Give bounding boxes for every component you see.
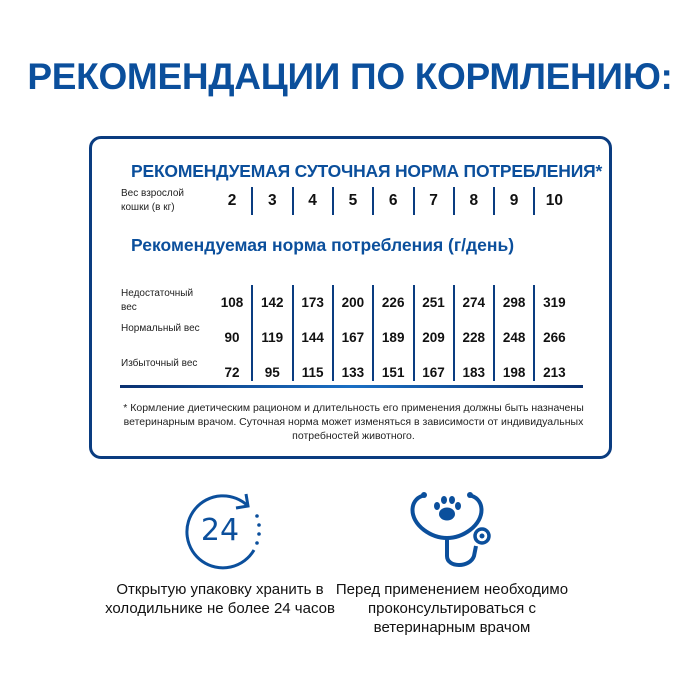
column-divider — [533, 187, 535, 215]
value-cell: 90 — [224, 329, 240, 345]
column-divider — [332, 187, 334, 215]
weight-cell: 7 — [429, 192, 438, 209]
column-divider — [533, 285, 535, 381]
column-divider — [493, 285, 495, 381]
value-cell: 251 — [422, 294, 445, 310]
value-cell: 319 — [543, 294, 566, 310]
value-cell: 200 — [341, 294, 365, 310]
weight-cell: 5 — [348, 192, 358, 209]
value-cell: 248 — [502, 329, 526, 345]
value-cell: 72 — [224, 364, 240, 380]
column-divider — [413, 187, 415, 215]
value-cell: 213 — [543, 364, 566, 380]
weight-cell: 10 — [545, 192, 564, 209]
weight-row — [92, 183, 615, 219]
column-divider — [453, 285, 455, 381]
weight-label: Вес взрослой кошки (в кг) — [121, 188, 185, 213]
card-title: РЕКОМЕНДУЕМАЯ СУТОЧНАЯ НОРМА ПОТРЕБЛЕНИЯ* — [131, 161, 603, 181]
value-cell: 266 — [543, 329, 566, 345]
row-label: Избыточный вес — [121, 358, 198, 369]
subtitle: Рекомендуемая норма потребления (г/день) — [131, 235, 515, 255]
value-cell: 144 — [301, 329, 324, 345]
column-divider — [292, 187, 294, 215]
value-cell: 108 — [220, 294, 244, 310]
column-divider — [453, 187, 455, 215]
value-cell: 173 — [301, 294, 324, 310]
value-cell: 226 — [381, 294, 405, 310]
value-cell: 209 — [422, 329, 445, 345]
weight-cell: 4 — [308, 192, 317, 209]
stethoscope-paw-icon — [402, 478, 502, 578]
value-cell: 167 — [341, 329, 365, 345]
column-divider — [493, 187, 495, 215]
column-divider — [332, 285, 334, 381]
value-cell: 189 — [381, 329, 405, 345]
row-label: Недостаточный вес — [121, 288, 194, 313]
value-cell: 167 — [422, 364, 445, 380]
row-label: Нормальный вес — [121, 323, 200, 334]
value-cell: 298 — [502, 294, 526, 310]
page-title: РЕКОМЕНДАЦИИ ПО КОРМЛЕНИЮ: — [27, 56, 673, 97]
24-hours-icon — [170, 478, 270, 578]
vet-caption: Перед применением необходимо проконсультироваться с ветеринарным врачом — [335, 581, 569, 636]
value-cell: 95 — [264, 364, 280, 380]
weight-cell: 3 — [267, 192, 277, 209]
value-cell: 183 — [462, 364, 486, 380]
value-cell: 228 — [462, 329, 486, 345]
footnote: * Кормление диетическим рационом и длительность его применения должны быть назначены ветеринарным врачом. Суточная норма может изменяться в зависимости от индивидуальных потребностей животного. — [123, 402, 584, 442]
column-divider — [413, 285, 415, 381]
value-cell: 198 — [502, 364, 526, 380]
table-row — [92, 284, 615, 320]
feature-storage — [90, 478, 350, 618]
value-cell: 119 — [261, 329, 284, 345]
column-divider — [372, 285, 374, 381]
value-cell: 115 — [301, 364, 324, 380]
feature-vet — [322, 478, 582, 637]
storage-caption: Открытую упаковку хранить в холодильнике не более 24 часов — [105, 581, 335, 617]
weight-cell: 6 — [388, 192, 398, 209]
column-divider — [292, 285, 294, 381]
feeding-table-card — [89, 136, 612, 459]
value-cell: 151 — [381, 364, 405, 380]
value-cell: 133 — [341, 364, 365, 380]
24-hours-text: 24 — [200, 513, 240, 548]
column-divider — [251, 285, 253, 381]
separator-line — [120, 385, 583, 388]
table-row — [92, 319, 615, 355]
weight-cell: 2 — [227, 192, 237, 209]
weight-cell: 8 — [469, 192, 479, 209]
column-divider — [372, 187, 374, 215]
column-divider — [251, 187, 253, 215]
weight-cell: 9 — [509, 192, 519, 209]
value-cell: 274 — [462, 294, 486, 310]
value-cell: 142 — [261, 294, 284, 310]
